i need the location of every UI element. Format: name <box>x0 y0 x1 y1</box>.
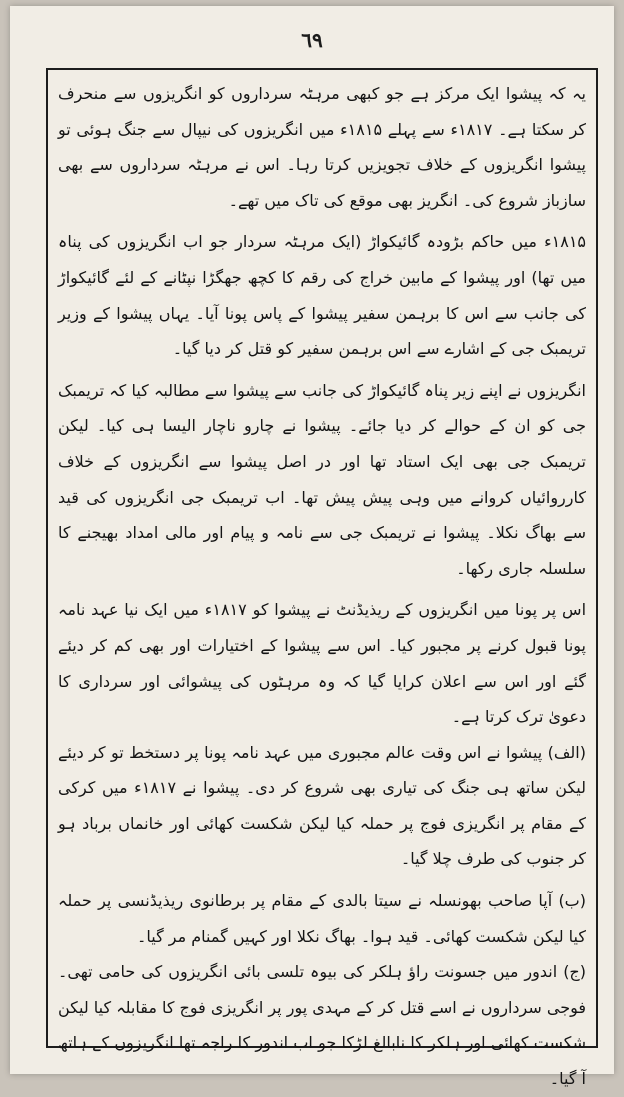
paragraph-2: ۱۸۱۵ء میں حاکم بڑودہ گائیکواڑ (ایک مرہٹہ سردار جو اب انگریزوں کی پناہ میں تھا) اور پیشوا کے مابین خراج کی رقم کا کچھ جھگڑا نپٹانے کے لئے گائیکواڑ کی جانب سے اس کا برہمن سفیر پیشوا کے پاس پونا آیا۔ یہاں پیشوا کے وزیر تریمبک جی کے اشارے سے اس برہمن سفیر کو قتل کر دیا گیا۔ <box>58 232 586 359</box>
paragraph-1: یہ کہ پیشوا ایک مرکز ہے جو کبھی مرہٹہ سرداروں کو انگریزوں سے منحرف کر سکتا ہے۔ ۱۸۱۷ء سے پہلے ۱۸۱۵ء میں انگریزوں کی نیپال سے جنگ ہوئی تو پیشوا انگریزوں کے خلاف تجویزیں کرتا رہا۔ اس نے مرہٹہ سرداروں سے بھی سازباز شروع کی۔ انگریز بھی موقع کی تاک میں تھے۔ <box>58 84 587 210</box>
book-page <box>10 6 614 1089</box>
paragraph-4: اس پر پونا میں انگریزوں کے ریذیڈنٹ نے پیشوا کو ۱۸۱۷ء میں ایک نیا عہد نامہ پونا قبول کرنے پر مجبور کیا۔ اس سے پیشوا کے اختیارات اور بھی کم کر دیئے گئے اور اس سے اعلان کرایا گیا کہ وہ مرہٹوں کی پیشوائی اور سرداری کا دعویٰ ترک کرتا ہے۔ <box>58 600 587 727</box>
page-number: ٦٩ <box>301 28 323 52</box>
paragraph-3: انگریزوں نے اپنے زیر پناہ گائیکواڑ کی جانب سے پیشوا سے مطالبہ کیا کہ تریمبک جی کو ان کے حوالے کر دیا جائے۔ پیشوا نے چارو ناچار الیسا ہی کیا۔ لیکن تریمبک جی بھی ایک استاد تھا اور در اصل پیشوا سے انگریزوں کے خلاف کارروائیاں کروانے میں وہی پیش پیش تھا۔ اب تریمبک جی انگریزوں کی قید سے بھاگ نکلا۔ پیشوا نے تریمبک جی سے نامہ و پیام اور مالی امداد بھیجنے کا سلسلہ جاری رکھا۔ <box>58 380 586 578</box>
paragraph-5: (الف) پیشوا نے اس وقت عالم مجبوری میں عہد نامہ پونا پر دستخط تو کر دیئے لیکن ساتھ ہی جنگ کی تیاری بھی شروع کر دی۔ پیشوا نے ۱۸۱۷ء میں کرکی کے مقام پر انگریزی فوج پر حملہ کیا لیکن شکست کھائی اور خانماں برباد ہو کر جنوب کی طرف چلا گیا۔ <box>58 742 587 869</box>
text-body <box>58 76 587 1089</box>
paragraph-6: (ب) آپا صاحب بھونسلہ نے سیتا بالدی کے مقام پر برطانوی ریذیڈنسی پر حملہ کیا لیکن شکست کھائی۔ قید ہوا۔ بھاگ نکلا اور کہیں گمنام مر گیا۔ <box>58 891 586 946</box>
paragraph-7: (ج) اندور میں جسونت راؤ ہلکر کی بیوہ تلسی بائی انگریزوں کی حامی تھی۔ فوجی سرداروں نے اسے قتل کر کے مہدی پور پر انگریزی فوج کا مقابلہ کیا لیکن شکست کھائی اور ہلکر کا نابالغ لڑکا جو اب اندور کا راجہ تھا انگریزوں کے ہاتھ آ گیا۔ <box>58 962 586 1089</box>
text-frame <box>46 68 598 1089</box>
